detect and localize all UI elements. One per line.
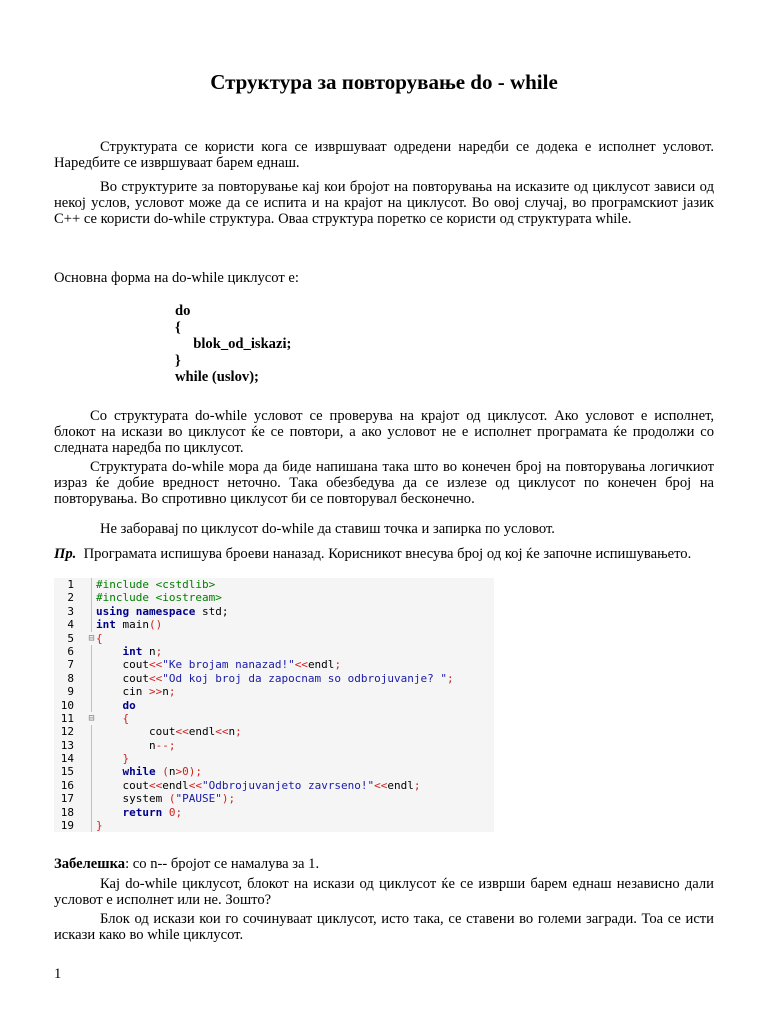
note-paragraph bbox=[54, 856, 714, 872]
code-line: 6 int n; bbox=[67, 644, 163, 658]
example-paragraph bbox=[54, 546, 714, 562]
code-line: 12 cout<<endl<<n; bbox=[60, 725, 242, 739]
page-title: Структура за повторување do - while bbox=[210, 70, 558, 94]
code-line: 18 return 0; bbox=[60, 805, 183, 819]
paragraph-check: Со структурата do-while условот се проверува на крајот од циклусот. Ако условот е исполнет, блокот на искази во циклусот ќе се повтори, а ако условот не е исполнет програмата ќе продолжи со следната наредба по циклусот. bbox=[54, 408, 714, 456]
note-label: Забелешка bbox=[54, 856, 126, 872]
code-line: 16 cout<<endl<<"Odbrojuvanjeto zavrseno!"<<endl; bbox=[60, 778, 421, 792]
code-line: 4 int main() bbox=[67, 618, 163, 632]
form-intro: Основна форма на do-while циклусот е: bbox=[54, 270, 299, 286]
paragraph-reminder: Не заборавај по циклусот do-while да ставиш точка и запирка по условот. bbox=[100, 521, 555, 537]
paragraph-intro: Структурата се користи кога се извршуваат одредени наредби се додека е исполнет условот. Наредбите се извршуваат барем еднаш. bbox=[54, 139, 714, 171]
page-number: 1 bbox=[54, 966, 62, 982]
form-line: while (uslov); bbox=[175, 369, 259, 385]
code-line: 2 #include <iostream> bbox=[67, 591, 222, 605]
note-text: : со n-- бројот се намалува за 1. bbox=[125, 856, 320, 872]
code-line: 8 cout<<"Od koj broj da zapocnam so odbrojuvanje? "; bbox=[67, 671, 454, 685]
fold-icon[interactable]: ⊟ bbox=[88, 712, 95, 724]
code-line: 11 ⊟ { bbox=[60, 711, 130, 725]
paragraph-condition: Во структурите за повторување кај кои бројот на повторувања на исказите од циклусот зависи од некој услов, условот може да се испита и на крајот на циклусот. Во овој случај, во програмскиот јазик C++ се користи do-while структура. Оваа структура поретко се користи од структурата while. bbox=[54, 179, 714, 227]
form-line: do bbox=[175, 303, 191, 319]
syntax-form bbox=[175, 303, 291, 386]
code-line: 9 cin >>n; bbox=[67, 685, 176, 699]
code-line: 7 cout<<"Ke brojam nanazad!"<<endl; bbox=[67, 658, 342, 672]
fold-icon[interactable]: ⊟ bbox=[88, 632, 95, 644]
form-line: { bbox=[175, 319, 181, 336]
paragraph-braces: Блок од искази кои го сочинуваат циклусот, исто така, се ставени во големи загради. Тоа се исти искази како во while циклусот. bbox=[54, 911, 714, 943]
form-line: blok_od_iskazi; bbox=[175, 336, 292, 352]
code-line: 3 using namespace std; bbox=[67, 604, 229, 618]
example-text: Програмата испишува броеви наназад. Корисникот внесува број од кој ќе започне испишувањето. bbox=[83, 546, 692, 562]
code-line: 1 #include <cstdlib> bbox=[67, 578, 216, 591]
code-line: 19 } bbox=[60, 819, 103, 833]
code-line: 5 ⊟ { bbox=[67, 631, 103, 645]
example-label: Пр. bbox=[54, 546, 77, 562]
code-line: 14 } bbox=[60, 752, 130, 766]
code-line: 13 n--; bbox=[60, 738, 176, 752]
code-line: 10 do bbox=[60, 698, 136, 712]
paragraph-finite: Структурата do-while мора да биде напишана така што во конечен број на повторувања логичкиот израз ќе добие вредност неточно. Така обезбедува да се излезе од циклусот по конечен број на повторувања. Во спротивно циклусот би се повторувал бесконечно. bbox=[54, 459, 714, 507]
paragraph-at-least-once: Кај do-while циклусот, блокот на искази од циклусот ќе се изврши барем еднаш независно дали условот е исполнет или не. Зошто? bbox=[54, 876, 714, 908]
code-line: 15 while (n>0); bbox=[60, 765, 202, 779]
form-line: } bbox=[175, 352, 181, 369]
code-listing bbox=[54, 578, 494, 832]
code-line: 17 system ("PAUSE"); bbox=[60, 792, 236, 806]
